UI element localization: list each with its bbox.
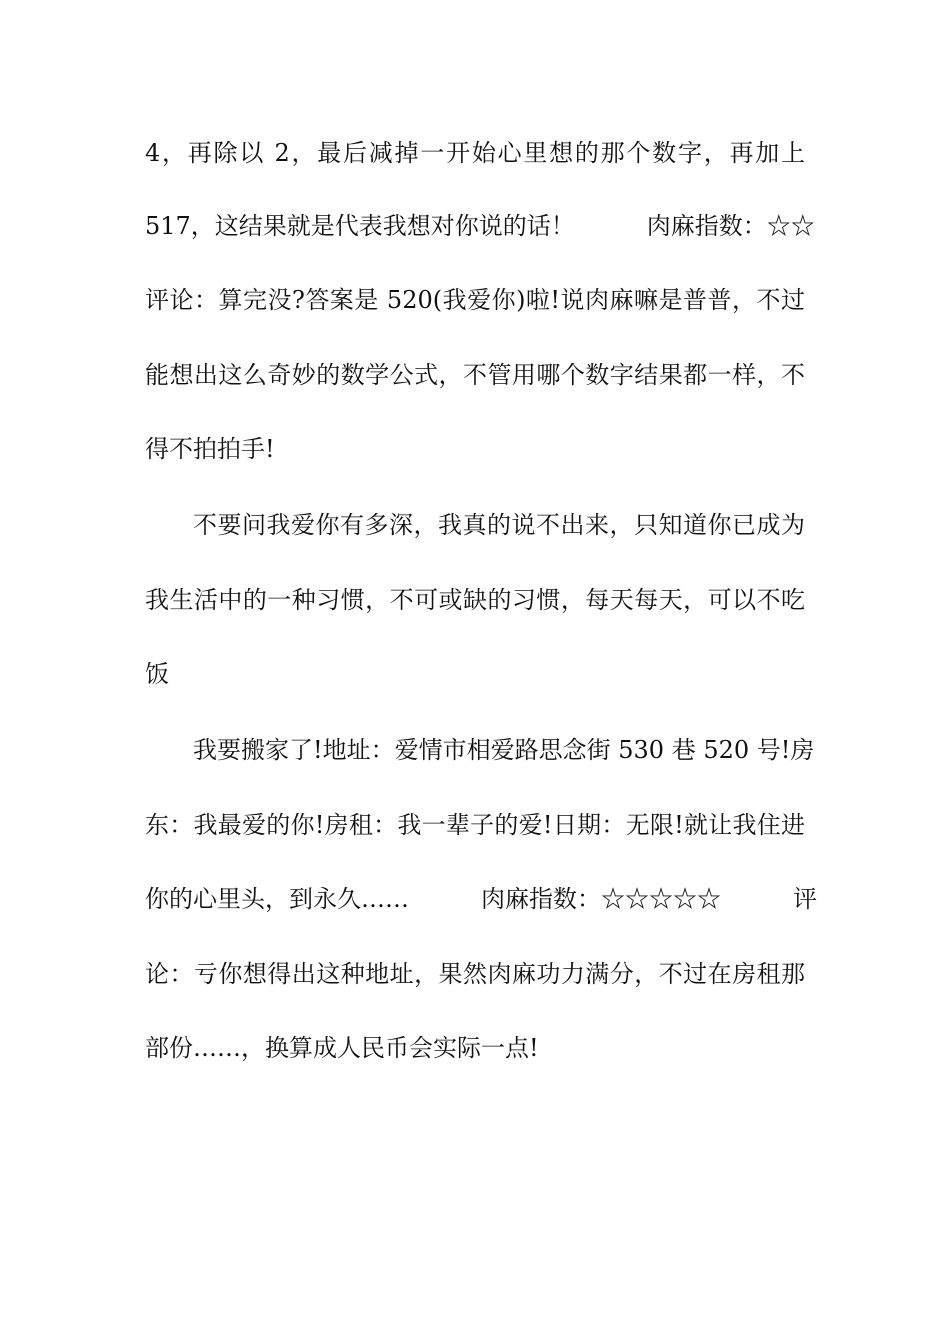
text-line-6: 不要问我爱你有多深，我真的说不出来，只知道你已成为	[193, 511, 805, 539]
text-line-12: 论：亏你想得出这种地址，果然肉麻功力满分，不过在房租那	[145, 960, 805, 988]
text-line-7: 我生活中的一种习惯，不可或缺的习惯，每天每天，可以不吃	[145, 586, 805, 614]
text-line-4: 能想出这么奇妙的数学公式，不管用哪个数字结果都一样，不	[145, 361, 805, 389]
text-line-2: 517，这结果就是代表我想对你说的话！ 肉麻指数：☆☆	[145, 212, 815, 240]
text-line-8: 饭	[145, 660, 169, 688]
text-line-10: 东：我最爱的你!房租：我一辈子的爱!日期：无限!就让我住进	[145, 811, 805, 839]
text-line-11: 你的心里头，到永久…… 肉麻指数：☆☆☆☆☆ 评	[145, 885, 817, 913]
text-line-3: 评论：算完没?答案是 520(我爱你)啦!说肉麻嘛是普普，不过	[145, 286, 805, 314]
text-line-1: 4，再除以 2，最后减掉一开始心里想的那个数字，再加上	[145, 139, 805, 167]
text-line-9: 我要搬家了!地址：爱情市相爱路思念街 530 巷 520 号!房	[193, 736, 815, 764]
text-line-5: 得不拍拍手!	[145, 435, 275, 463]
text-line-13: 部份……，换算成人民币会实际一点!	[145, 1034, 539, 1062]
